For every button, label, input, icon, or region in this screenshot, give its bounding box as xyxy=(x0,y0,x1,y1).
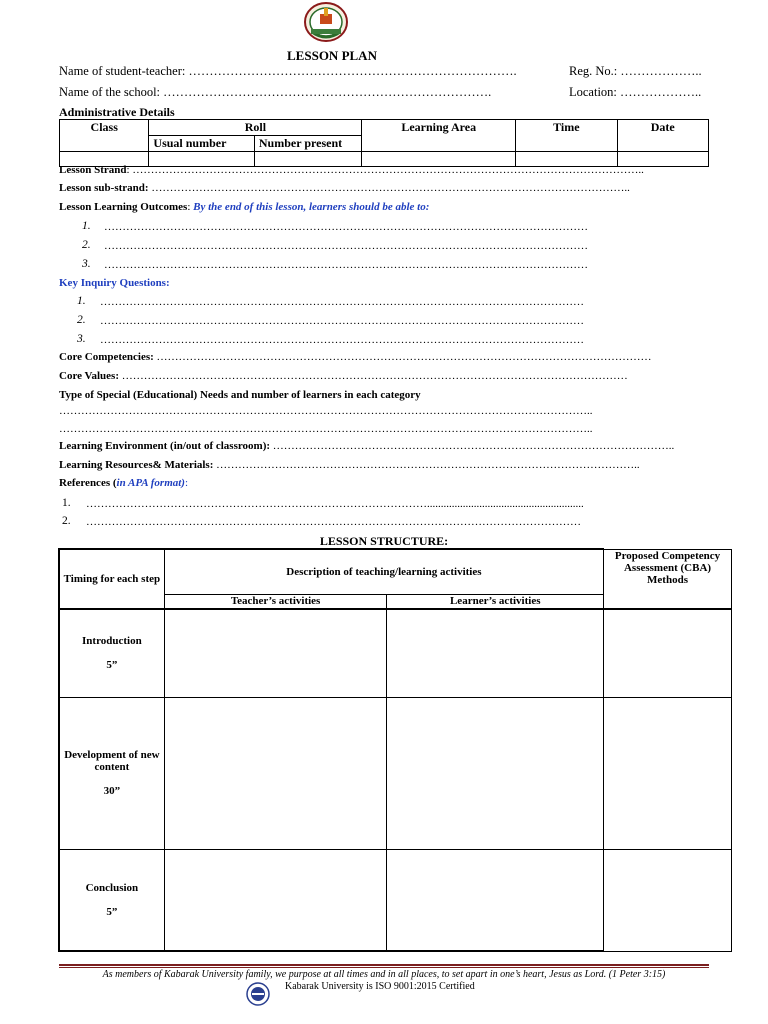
inquiry-heading: Key Inquiry Questions: xyxy=(59,277,170,289)
school-row xyxy=(59,85,491,100)
lesson-structure-table xyxy=(58,548,732,952)
student-teacher-row xyxy=(59,64,517,79)
special-needs-field[interactable]: ……………………………………………………………………………………………………………………………….. xyxy=(59,405,593,417)
description-header: Description of teaching/learning activities xyxy=(164,549,603,594)
competencies-field[interactable]: ……………………………………………………………………………………………………………………… xyxy=(156,351,652,363)
cba-cell[interactable] xyxy=(604,697,732,849)
strand-label: Lesson Strand xyxy=(59,164,127,176)
strand-row xyxy=(59,164,644,176)
outcome-field[interactable]: …………………………………………………………………………………………………………………… xyxy=(104,240,588,252)
outcome-number: 3. xyxy=(82,258,91,270)
page-title: LESSON PLAN xyxy=(287,48,377,63)
learner-activities-cell[interactable] xyxy=(387,697,604,849)
step-name: Development of new content xyxy=(64,749,160,773)
location-field[interactable]: ……………….. xyxy=(620,85,702,99)
introduction-cell xyxy=(59,609,164,697)
outcome-number: 1. xyxy=(82,220,91,232)
teacher-activities-cell[interactable] xyxy=(164,849,387,951)
substrand-field[interactable]: ………………………………………………………………………………………………………………….. xyxy=(151,182,630,194)
cba-header: Proposed Competency Assessment (CBA) Methods xyxy=(604,549,732,609)
references-apa: in APA format) xyxy=(116,477,185,489)
class-header: Class xyxy=(60,120,149,152)
substrand-label: Lesson sub-strand: xyxy=(59,182,149,194)
learning-area-header: Learning Area xyxy=(362,120,516,152)
strand-field[interactable]: : ………………………………………………………………………………………………………………………….. xyxy=(126,164,644,176)
location-label: Location: xyxy=(569,85,617,99)
learner-activities-cell[interactable] xyxy=(387,609,604,697)
footer-motto: As members of Kabarak University family, we purpose at all times and in all places, to set apart in one’s heart, Jesus as Lord. (1 Peter 3:15) xyxy=(102,969,666,980)
step-time: 5” xyxy=(106,659,118,672)
special-needs-label: Type of Special (Educational) Needs and number of learners in each category xyxy=(59,389,421,401)
resources-field[interactable]: …………………………………………………………………………………………………….. xyxy=(216,459,640,471)
outcomes-colon: : xyxy=(187,201,191,213)
resources-label: Learning Resources& Materials: xyxy=(59,459,214,471)
iso-seal-icon xyxy=(246,982,270,1006)
location-row xyxy=(569,85,701,100)
resources-row xyxy=(59,459,640,471)
reference-field[interactable]: …………………………………………………………………………………......................................................... xyxy=(86,498,584,510)
reference-number: 2. xyxy=(62,515,71,527)
footer-rule xyxy=(59,964,709,966)
inquiry-field[interactable]: …………………………………………………………………………………………………………………… xyxy=(100,296,584,308)
values-row xyxy=(59,370,628,382)
environment-label: Learning Environment (in/out of classroom): xyxy=(59,440,271,452)
structure-heading: LESSON STRUCTURE: xyxy=(319,534,449,548)
admin-heading: Administrative Details xyxy=(59,105,175,119)
references-colon: : xyxy=(184,477,189,489)
reg-no-row xyxy=(569,64,702,79)
outcome-number: 2. xyxy=(82,239,91,251)
step-time: 30” xyxy=(103,785,121,797)
roll-header: Roll xyxy=(149,120,362,136)
special-needs-field[interactable]: ……………………………………………………………………………………………………………………………….. xyxy=(59,423,593,435)
inquiry-number: 3. xyxy=(77,333,86,345)
outcomes-row xyxy=(59,201,429,213)
environment-field[interactable]: ……………………………………………………………………………………………….. xyxy=(272,440,675,452)
step-name: Introduction xyxy=(82,635,142,648)
student-teacher-field[interactable]: ……………………………………………………………………. xyxy=(188,64,517,78)
cba-cell[interactable] xyxy=(604,609,732,697)
date-header: Date xyxy=(617,120,708,152)
admin-table xyxy=(59,119,709,167)
outcome-field[interactable]: …………………………………………………………………………………………………………………… xyxy=(104,259,588,271)
competencies-row xyxy=(59,351,652,363)
reference-field[interactable]: ……………………………………………………………………………………………………………………… xyxy=(86,516,581,528)
outcomes-intro: By the end of this lesson, learners should be able to: xyxy=(193,201,430,213)
references-row xyxy=(59,477,188,489)
university-logo xyxy=(303,2,349,44)
inquiry-number: 2. xyxy=(77,314,86,326)
timing-header: Timing for each step xyxy=(59,549,164,609)
learner-header: Learner’s activities xyxy=(387,594,604,609)
values-field[interactable]: ………………………………………………………………………………………………………………………… xyxy=(121,370,628,382)
teacher-activities-cell[interactable] xyxy=(164,697,387,849)
substrand-row xyxy=(59,182,630,194)
school-field[interactable]: ……………………………………………………………………. xyxy=(163,85,492,99)
cba-cell[interactable] xyxy=(604,849,732,951)
student-teacher-label: Name of student-teacher: xyxy=(59,64,186,78)
competencies-label: Core Competencies: xyxy=(59,351,154,363)
step-name: Conclusion xyxy=(85,881,139,894)
number-present-header: Number present xyxy=(254,136,361,152)
learner-activities-cell[interactable] xyxy=(387,849,604,951)
reg-no-label: Reg. No.: xyxy=(569,64,618,78)
environment-row xyxy=(59,440,674,452)
inquiry-number: 1. xyxy=(77,295,86,307)
conclusion-cell xyxy=(59,849,164,951)
time-header: Time xyxy=(516,120,617,152)
development-cell xyxy=(59,697,164,849)
school-label: Name of the school: xyxy=(59,85,161,99)
teacher-activities-cell[interactable] xyxy=(164,609,387,697)
inquiry-field[interactable]: …………………………………………………………………………………………………………………… xyxy=(100,334,584,346)
teacher-header: Teacher’s activities xyxy=(164,594,387,609)
reference-number: 1. xyxy=(62,497,71,509)
references-label: References ( xyxy=(59,477,117,489)
inquiry-field[interactable]: …………………………………………………………………………………………………………………… xyxy=(100,315,584,327)
outcomes-label: Lesson Learning Outcomes xyxy=(59,201,188,213)
reg-no-field[interactable]: ……………….. xyxy=(620,64,702,78)
outcome-field[interactable]: …………………………………………………………………………………………………………………… xyxy=(104,221,588,233)
footer-iso: Kabarak University is ISO 9001:2015 Certified xyxy=(285,981,475,992)
values-label: Core Values: xyxy=(59,370,119,382)
step-time: 5” xyxy=(106,905,118,918)
footer-rule xyxy=(59,967,709,968)
usual-number-header: Usual number xyxy=(149,136,254,152)
